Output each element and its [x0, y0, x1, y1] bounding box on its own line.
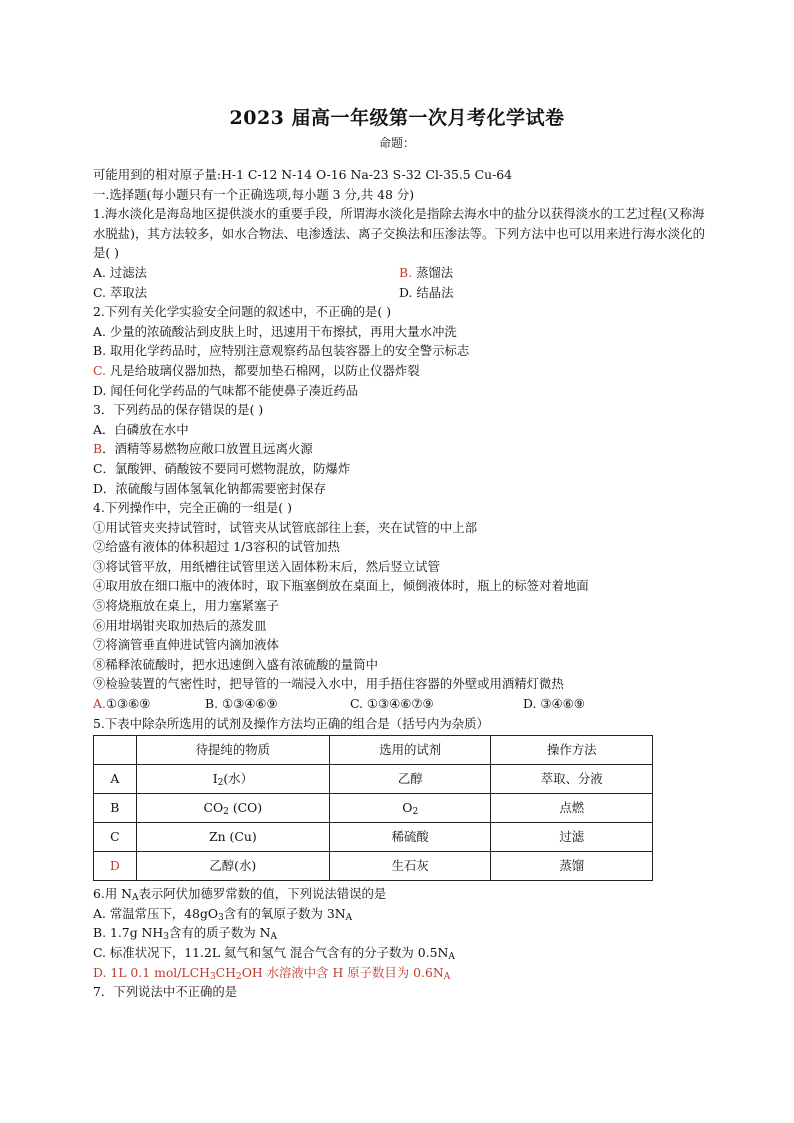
method-cell: 萃取、分液 [491, 765, 653, 794]
header-cell: 待提纯的物质 [136, 736, 329, 765]
header-cell [94, 736, 137, 765]
statement-2: ②给盛有液体的体积超过 1/3容积的试管加热 [93, 539, 340, 555]
option-d: D. ③④⑥⑨ [523, 696, 585, 712]
author-line: 命题： [378, 136, 415, 150]
question-3 [93, 400, 705, 498]
question-stem: 4.下列操作中，完全正确的一组是( ) [93, 500, 292, 516]
statement-3: ③将试管平放，用纸槽往试管里送入固体粉末后，然后竖立试管 [93, 558, 440, 574]
section-heading: 一.选择题(每小题只有一个正确选项,每小题 3 分,共 48 分) [93, 186, 415, 202]
statement-4: ④取用放在细口瓶中的液体时，取下瓶塞倒放在桌面上，倾倒液体时，瓶上的标签对着地面 [93, 578, 589, 594]
statement-5: ⑤将烧瓶放在桌上，用力塞紧塞子 [93, 598, 279, 614]
page-title: 2023 届高一年级第一次月考化学试卷 [229, 107, 565, 129]
question-5 [93, 714, 705, 882]
option-b: B. 1.7g $NH_3$含有的质子数为 $N_A$ [93, 925, 277, 943]
statement-1: ①用试管夹夹持试管时，试管夹从试管底部往上套，夹在试管的中上部 [93, 519, 478, 535]
statement-6: ⑥用坩埚钳夹取加热后的蒸发皿 [93, 617, 267, 633]
substance-cell: 乙醇(水) [136, 852, 329, 881]
row-label: B [94, 794, 137, 823]
method-cell: 过滤 [491, 823, 653, 852]
option-d: D. 闻任何化学药品的气味都不能使鼻子凑近药品 [93, 382, 359, 398]
header-cell: 操作方法 [491, 736, 653, 765]
question-2 [93, 302, 705, 400]
option-d: D. 结晶法 [399, 284, 454, 300]
row-label: C [94, 823, 137, 852]
question-stem: 1.海水淡化是海岛地区提供淡水的重要手段，所谓海水淡化是指除去海水中的盐分以获得淡水的工艺过程(又称海水脱盐)，其方法较多，如水合物法、电渗透法、离子交换法和压渗法等。下列方法中也可以用来进行海水淡化的是( ) [93, 206, 705, 261]
method-cell: 点燃 [491, 794, 653, 823]
substance-cell: $I_2$(水） [136, 765, 329, 794]
option-a: A. 过滤法 [93, 264, 147, 280]
row-label: D [94, 852, 137, 881]
reagent-cell: 乙醇 [330, 765, 491, 794]
reagent-cell: 稀硫酸 [330, 823, 491, 852]
table-row [94, 852, 653, 881]
purification-table [93, 735, 653, 881]
table-row [94, 794, 653, 823]
option-a: A. 少量的浓硫酸沾到皮肤上时，迅速用干布擦拭，再用大量水冲洗 [93, 323, 457, 339]
header-cell: 选用的试剂 [330, 736, 491, 765]
reagent-cell: 生石灰 [330, 852, 491, 881]
option-c: C. 凡是给玻璃仪器加热，都要加垫石棉网，以防止仪器炸裂 [93, 362, 420, 378]
substance-cell: Zn (Cu) [136, 823, 329, 852]
question-stem: 3．下列药品的保存错误的是( ) [93, 402, 264, 418]
question-stem: 6.用 $N_A$表示阿伏加德罗常数的值，下列说法错误的是 [93, 886, 387, 904]
option-b: B. ①③④⑥⑨ [205, 696, 278, 712]
question-1 [93, 204, 705, 302]
option-c: C. 萃取法 [93, 284, 148, 300]
statement-7: ⑦将滴管垂直伸进试管内滴加液体 [93, 637, 279, 653]
row-label: A [94, 765, 137, 794]
exam-content [93, 165, 705, 1002]
option-c: C. 标准状况下，11.2L 氦气和氢气 混合气含有的分子数为 $0.5N_A$ [93, 945, 455, 962]
option-a: A．白磷放在水中 [93, 421, 189, 437]
question-4 [93, 498, 705, 714]
option-b: B. 蒸馏法 [399, 264, 454, 280]
table-row [94, 823, 653, 852]
option-d: D. 1L 0.1 mol/$LCH_3CH_2OH$ 水溶液中含 H 原子数目为 $0.6N_A$ [93, 964, 451, 982]
option-b: B．酒精等易燃物应敞口放置且远离火源 [93, 441, 313, 457]
reagent-cell: $O_2$ [330, 794, 491, 823]
option-a: A.①③⑥⑨ [93, 696, 151, 712]
atomic-masses: 可能用到的相对原子量:H-1 C-12 N-14 O-16 Na-23 S-32 Cl-35.5 Cu-64 [93, 167, 513, 182]
table-row [94, 765, 653, 794]
question-stem: 5.下表中除杂所选用的试剂及操作方法均正确的组合是（括号内为杂质） [93, 715, 489, 731]
option-b: B. 取用化学药品时，应特别注意观察药品包装容器上的安全警示标志 [93, 343, 470, 359]
question-6 [93, 884, 705, 982]
statement-8: ⑧稀释浓硫酸时，把水迅速倒入盛有浓硫酸的量筒中 [93, 656, 378, 672]
option-c: C．氯酸钾、硝酸铵不要同可燃物混放，防爆炸 [93, 460, 351, 476]
option-c: C. ①③④⑥⑦⑨ [350, 696, 434, 712]
option-a: A. 常温常压下，$48gO_3$含有的氧原子数为 $3N_A$ [93, 905, 353, 923]
method-cell: 蒸馏 [491, 852, 653, 881]
question-7-stem: 7．下列说法中不正确的是 [93, 984, 238, 1000]
statement-9: ⑨检验装置的气密性时，把导管的一端浸入水中，用手捂住容器的外壁或用酒精灯微热 [93, 676, 564, 692]
table-header-row [94, 736, 653, 765]
option-d: D．浓硫酸与固体氢氧化钠都需要密封保存 [93, 480, 326, 496]
substance-cell: $CO_2$ (CO) [136, 794, 329, 823]
question-stem: 2.下列有关化学实验安全问题的叙述中，不正确的是( ) [93, 304, 392, 320]
